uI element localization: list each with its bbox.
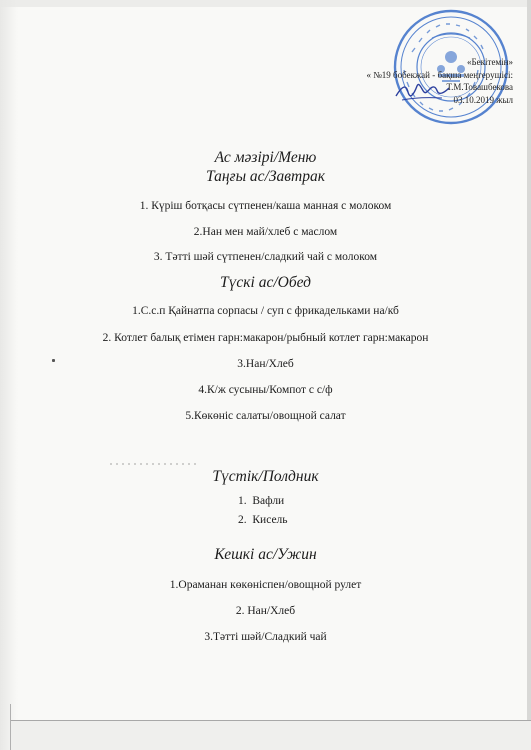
lunch-item: 4.К/ж сусыны/Компот с с/ф	[198, 384, 333, 396]
snack-item-text: Вафли	[252, 495, 285, 507]
breakfast-item: 2.Нан мен май/хлеб с маслом	[193, 226, 338, 238]
breakfast-item: 1. Күріш ботқасы сүтпенен/каша манная с молоком	[139, 200, 392, 212]
dinner-heading: Кешкі ас/Ужин	[214, 546, 317, 563]
snack-item-number: 1.	[238, 495, 247, 507]
approval-position: « №19 бобекжай - бақша меңгерушісі:	[366, 69, 513, 80]
breakfast-item: 3. Тәтті шәй сүтпенен/сладкий чай с молоком	[153, 251, 378, 263]
page-edge-line-left	[10, 704, 11, 750]
menu-title: Ас мәзірі/Меню	[214, 149, 317, 166]
dinner-item: 1.Ораманан көкөніспен/овощной рулет	[169, 579, 362, 591]
lunch-item: 3.Нан/Хлеб	[237, 358, 294, 370]
approval-block	[293, 56, 513, 106]
page-edge-line	[10, 720, 531, 721]
lunch-heading: Түскі ас/Обед	[220, 274, 311, 291]
snack-heading: Түстік/Полдник	[212, 468, 319, 485]
snack-item-number: 2.	[238, 514, 247, 526]
lunch-item: 5.Көкөніс салаты/овощной салат	[185, 410, 346, 422]
faint-scan-marks	[110, 463, 200, 465]
lunch-item: 2. Котлет балық етімен гарн:макарон/рыбный котлет гарн:макарон	[102, 332, 429, 344]
breakfast-heading: Таңғы ас/Завтрак	[206, 168, 325, 185]
approval-name: Т.М.Товашбекова	[446, 82, 513, 92]
dinner-item: 3.Тәтті шәй/Сладкий чай	[204, 631, 327, 643]
approval-date: 03.10.2019 жыл	[453, 94, 513, 105]
approval-heading: «Бекітемін»	[467, 57, 513, 67]
dinner-item: 2. Нан/Хлеб	[235, 605, 296, 617]
snack-item-text: Кисель	[252, 514, 288, 526]
page-edge-top	[0, 0, 531, 7]
snack-item	[238, 494, 284, 508]
lunch-item: 1.С.с.п Қайнатпа сорпасы / суп с фрикадельками на/кб	[132, 305, 399, 317]
page-edge-bottom	[10, 720, 531, 750]
snack-item	[238, 513, 288, 527]
